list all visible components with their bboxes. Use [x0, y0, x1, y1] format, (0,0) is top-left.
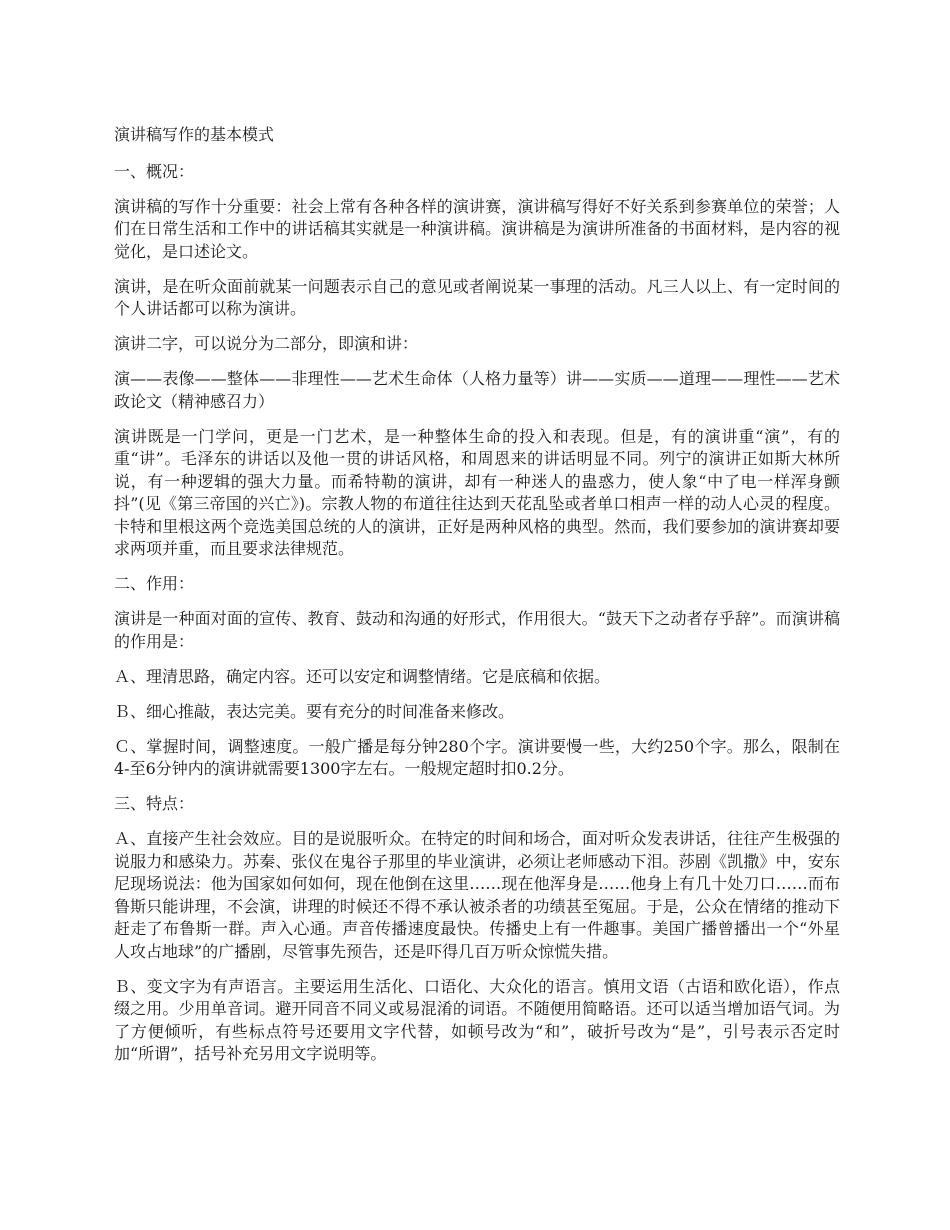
paragraph: 演讲稿的写作十分重要：社会上常有各种各样的演讲赛，演讲稿写得好不好关系到参赛单位的荣誉；人们在日常生活和工作中的讲话稿其实就是一种演讲稿。演讲稿是为演讲所准备的书面材料，是内容的视觉化，是口述论文。: [114, 196, 840, 261]
list-item: Ａ、直接产生社会效应。目的是说服听众。在特定的时间和场合，面对听众发表讲话，往往产生极强的说服力和感染力。苏秦、张仪在鬼谷子那里的毕业演讲，必须让老师感动下泪。莎剧《凯撒》中，安东尼现场说法：他为国家如何如何，现在他倒在这里……现在他浑身是……他身上有几十处刀口……而布鲁斯只能讲理，不会演，讲理的时候还不得不承认被杀者的功绩甚至冤屈。于是，公众在情绪的推动下赶走了布鲁斯一群。声入心通。声音传播速度最快。传播史上有一件趣事。美国广播曾播出一个“外星人攻占地球”的广播剧，尽管事先预告，还是吓得几百万听众惊慌失措。: [114, 829, 840, 961]
list-item: Ａ、理清思路，确定内容。还可以安定和调整情绪。它是底稿和依据。: [114, 666, 611, 686]
list-item: Ｂ、变文字为有声语言。主要运用生活化、口语化、大众化的语言。慎用文语（古语和欧化语），作点缀之用。少用单音词。避开同音不同义或易混淆的词语。不随便用简略语。还可以适当增加语气词。为了方便倾听，有些标点符号还要用文字代替，如顿号改为“和”，破折号改为“是”，引号表示否定时加“所谓”，括号补充另用文字说明等。: [114, 976, 840, 1063]
document-body: [114, 124, 840, 1078]
paragraph: 演讲二字，可以说分为二部分，即演和讲：: [114, 334, 419, 353]
list-item: Ｂ、细心推敲，表达完美。要有充分的时间准备来修改。: [114, 701, 515, 721]
list-item: Ｃ、掌握时间，调整速度。一般广播是每分钟280个字。演讲要慢一些，大约250个字。那么，限制在4-至6分钟内的演讲就需要1300字左右。一般规定超时扣0.2分。: [114, 736, 840, 778]
paragraph: 演——表像——整体——非理性——艺术生命体（人格力量等）讲——实质——道理——理性——艺术政论文（精神感召力）: [114, 369, 840, 411]
document-title: 演讲稿写作的基本模式: [114, 125, 275, 144]
section-heading-function: 二、作用：: [114, 574, 195, 593]
section-heading-features: 三、特点：: [114, 794, 195, 813]
section-heading-overview: 一、概况：: [114, 161, 195, 181]
paragraph: 演讲既是一门学问，更是一门艺术，是一种整体生命的投入和表现。但是，有的演讲重“演”，有的重“讲”。毛泽东的讲话以及他一贯的讲话风格，和周恩来的讲话明显不同。列宁的演讲正如斯大林所说，有一种逻辑的强大力量。而希特勒的演讲，却有一种迷人的蛊惑力，使人象“中了电一样浑身颤抖”(见《第三帝国的兴亡》)。宗教人物的布道往往达到天花乱坠或者单口相声一样的动人心灵的程度。卡特和里根这两个竞选美国总统的人的演讲，正好是两种风格的典型。然而，我们要参加的演讲赛却要求两项并重，而且要求法律规范。: [114, 426, 840, 558]
paragraph: 演讲，是在听众面前就某一问题表示自己的意见或者阐说某一事理的活动。凡三人以上、有一定时间的个人讲话都可以称为演讲。: [114, 276, 840, 318]
paragraph: 演讲是一种面对面的宣传、教育、鼓动和沟通的好形式，作用很大。“鼓天下之动者存乎辞”。而演讲稿的作用是：: [114, 609, 840, 651]
